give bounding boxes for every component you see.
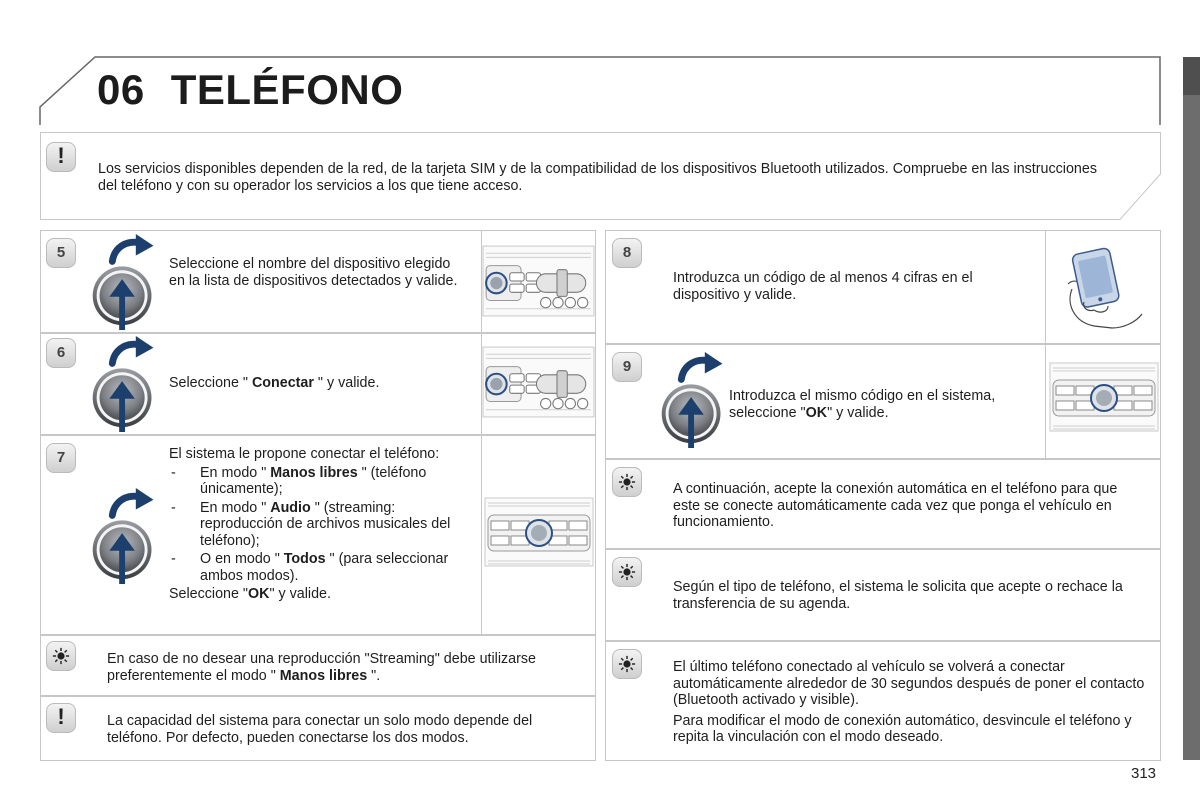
radio-panel-image (484, 497, 594, 567)
radio-panel-image (482, 346, 595, 418)
chapter-number: 06 (97, 66, 145, 113)
step-9-badge: 9 (612, 352, 642, 382)
mode-option: - En modo " Audio " (streaming: reproducción de archivos musicales del teléfono); (169, 500, 469, 550)
step-5-text: Seleccione el nombre del dispositivo elegido en la lista de dispositivos detectados y valide. (169, 256, 458, 289)
sun-icon (612, 557, 642, 587)
rotary-knob-icon (92, 488, 162, 586)
tip-phonebook-text: Según el tipo de teléfono, el sistema le solicita que acepte o rechace la transferencia de su agenda. (673, 579, 1123, 612)
step-5-badge: 5 (46, 238, 76, 268)
step-8-text: Introduzca un código de al menos 4 cifras en el dispositivo y valide. (673, 270, 973, 303)
sun-icon (612, 467, 642, 497)
radio-panel-image (1049, 362, 1159, 432)
chapter-name: TELÉFONO (170, 66, 404, 113)
warning-capacity-text: La capacidad del sistema para conectar un solo modo depende del teléfono. Por defecto, pueden conectarse los dos modos. (107, 713, 533, 746)
mode-option: - O en modo " Todos " (para seleccionar ambos modos). (169, 551, 469, 584)
page-number: 313 (1131, 765, 1157, 782)
radio-panel-image (482, 245, 595, 317)
exclamation-icon: ! (46, 142, 76, 172)
exclamation-icon: ! (46, 703, 76, 733)
chapter-title (97, 66, 403, 114)
step-7-text: El sistema le propone conectar el teléfono: - En modo " Manos libres " (teléfono únicamente); - En modo " Audio " (streaming: reproducción de archivos musicales del teléfono); - O en modo " Todos " (para seleccionar ambos modos). Seleccione "OK" y valide. (169, 446, 469, 603)
sun-icon (46, 641, 76, 671)
step-7-badge: 7 (46, 443, 76, 473)
tip-last-phone-text: El último teléfono conectado al vehículo se volverá a conectar automáticamente alrededor de 30 segundos después de poner el contacto (Bluetooth activado y visible). Para modificar el modo de conexión automático, desvincule el teléfono y repita la vinculación con el modo deseado. (673, 659, 1145, 745)
step-8-badge: 8 (612, 238, 642, 268)
warning-top-text: Los servicios disponibles dependen de la red, de la tarjeta SIM y de la compatibilidad de los dispositivos Bluetooth utilizados. Compruebe en las instrucciones del teléfono y con su operador los servicios a los que tiene acceso. (98, 161, 1097, 194)
rotary-knob-icon (92, 234, 162, 332)
chapter-side-tab (1183, 57, 1200, 760)
rotary-knob-icon (92, 336, 162, 434)
sun-icon (612, 649, 642, 679)
phone-hand-icon (1064, 244, 1144, 329)
tip-streaming-text: En caso de no desear una reproducción "Streaming" debe utilizarse preferentemente el modo " Manos libres ". (107, 651, 536, 684)
tip-auto-connect-text: A continuación, acepte la conexión automática en el teléfono para que este se conecte automáticamente cada vez que ponga el vehículo en funcionamiento. (673, 481, 1118, 530)
rotary-knob-icon (661, 352, 731, 450)
step-6-text: Seleccione " Conectar " y valide. (169, 375, 380, 391)
step-9-text: Introduzca el mismo código en el sistema, seleccione "OK" y valide. (729, 388, 996, 421)
step-6-badge: 6 (46, 338, 76, 368)
mode-option: - En modo " Manos libres " (teléfono únicamente); (169, 465, 469, 498)
